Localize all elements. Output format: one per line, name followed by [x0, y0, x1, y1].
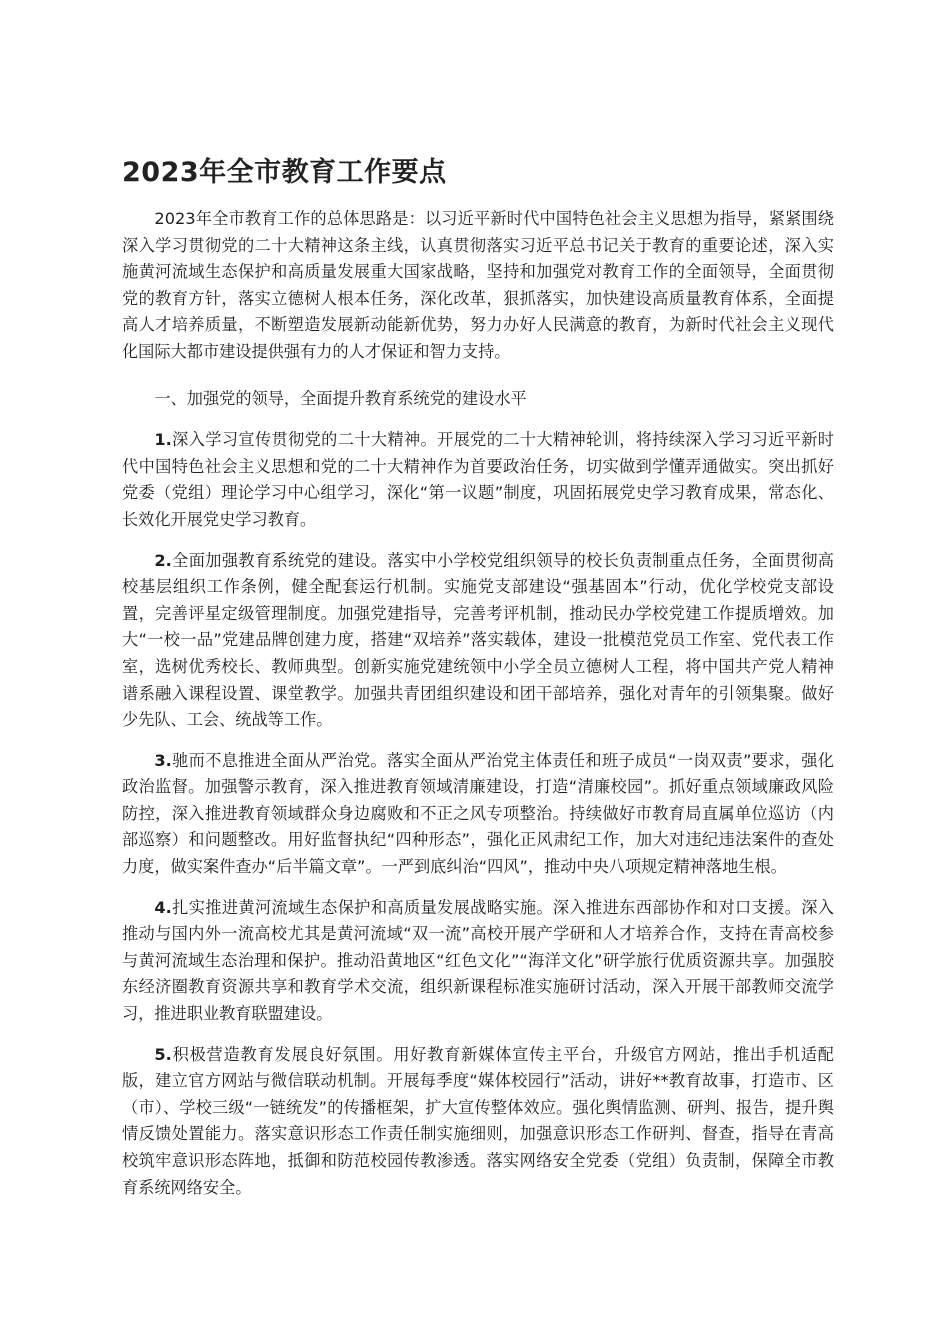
item-paragraph-4 — [122, 895, 834, 1028]
summary-paragraph: 2023年全市教育工作的总体思路是：以习近平新时代中国特色社会主义思想为指导，紧紧围绕深入学习贯彻党的二十大精神这条主线，认真贯彻落实习近平总书记关于教育的重要论述，深入实施黄河流域生态保护和高质量发展重大国家战略，坚持和加强党对教育工作的全面领导，全面贯彻党的教育方针，落实立德树人根本任务，深化改革，狠抓落实，加快建设高质量教育体系，全面提高人才培养质量，不断塑造发展新动能新优势，努力办好人民满意的教育，为新时代社会主义现代化国际大都市建设提供强有力的人才保证和智力支持。 — [122, 209, 834, 361]
item-number: 3. — [154, 750, 172, 770]
item-paragraph-2 — [122, 548, 834, 734]
item-text: 扎实推进黄河流域生态保护和高质量发展战略实施。深入推进东西部协作和对口支援。深入推动与国内外一流高校尤其是黄河流域“双一流”高校开展产学研和人才培养合作，支持在青高校参与黄河流域生态治理和保护。推动沿黄地区“红色文化”“海洋文化”研学旅行优质资源共享。加强胶东经济圈教育资源共享和教育学术交流，组织新课程标准实施研讨活动，深入开展干部教师交流学习，推进职业教育联盟建设。 — [122, 897, 834, 1024]
section-heading: 一、加强党的领导，全面提升教育系统党的建设水平 — [154, 388, 527, 408]
item-text: 深入学习宣传贯彻党的二十大精神。开展党的二十大精神轮训，将持续深入学习习近平新时代中国特色社会主义思想和党的二十大精神作为首要政治任务，切实做到学懂弄通做实。突出抓好党委（党组）理论学习中心组学习，深化“第一议题”制度，巩固拓展党史学习教育成果，常态化、长效化开展党史学习教育。 — [122, 430, 834, 529]
item-text: 积极营造教育发展良好氛围。用好教育新媒体宣传主平台，升级官方网站，推出手机适配版，建立官方网站与微信联动机制。开展每季度“媒体校园行”活动，讲好**教育故事，打造市、区（市）、学校三级“一链统发”的传播框架，扩大宣传整体效应。强化舆情监测、研判、报告，提升舆情反馈处置能力。落实意识形态工作责任制实施细则，加强意识形态工作研判、督查，指导在青高校筑牢意识形态阵地，抵御和防范校园传教渗透。落实网络安全党委（党组）负责制，保障全市教育系统网络安全。 — [122, 1044, 834, 1197]
item-paragraph-5 — [122, 1042, 834, 1202]
item-number: 1. — [154, 430, 172, 450]
item-number: 5. — [154, 1044, 172, 1064]
item-text: 全面加强教育系统党的建设。落实中小学校党组织领导的校长负责制重点任务，全面贯彻高校基层组织工作条例，健全配套运行机制。实施党支部建设“强基固本”行动，优化学校党支部设置，完善评星定级管理制度。加强党建指导，完善考评机制，推动民办学校党建工作提质增效。加大“一校一品”党建品牌创建力度，搭建“双培养”落实载体，建设一批模范党员工作室、党代表工作室，选树优秀校长、教师典型。创新实施党建统领中小学全员立德树人工程，将中国共产党人精神谱系融入课程设置、课堂教学。加强共青团组织建设和团干部培养，强化对青年的引领集聚。做好少先队、工会、统战等工作。 — [122, 550, 834, 730]
item-text: 驰而不息推进全面从严治党。落实全面从严治党主体责任和班子成员“一岗双责”要求，强化政治监督。加强警示教育，深入推进教育领域清廉建设，打造“清廉校园”。抓好重点领域廉政风险防控，深入推进教育领域群众身边腐败和不正之风专项整治。持续做好市教育局直属单位巡访（内部巡察）和问题整改。用好监督执纪“四种形态”，强化正风肃纪工作，加大对违纪违法案件的查处力度，做实案件查办“后半篇文章”。一严到底纠治“四风”，推动中央八项规定精神落地生根。 — [122, 750, 834, 877]
item-paragraph-3 — [122, 748, 834, 881]
item-number: 2. — [154, 550, 172, 570]
item-paragraph-1 — [122, 427, 834, 533]
document-page — [122, 150, 834, 1215]
item-number: 4. — [154, 897, 172, 917]
document-title: 2023年全市教育工作要点 — [122, 157, 447, 188]
